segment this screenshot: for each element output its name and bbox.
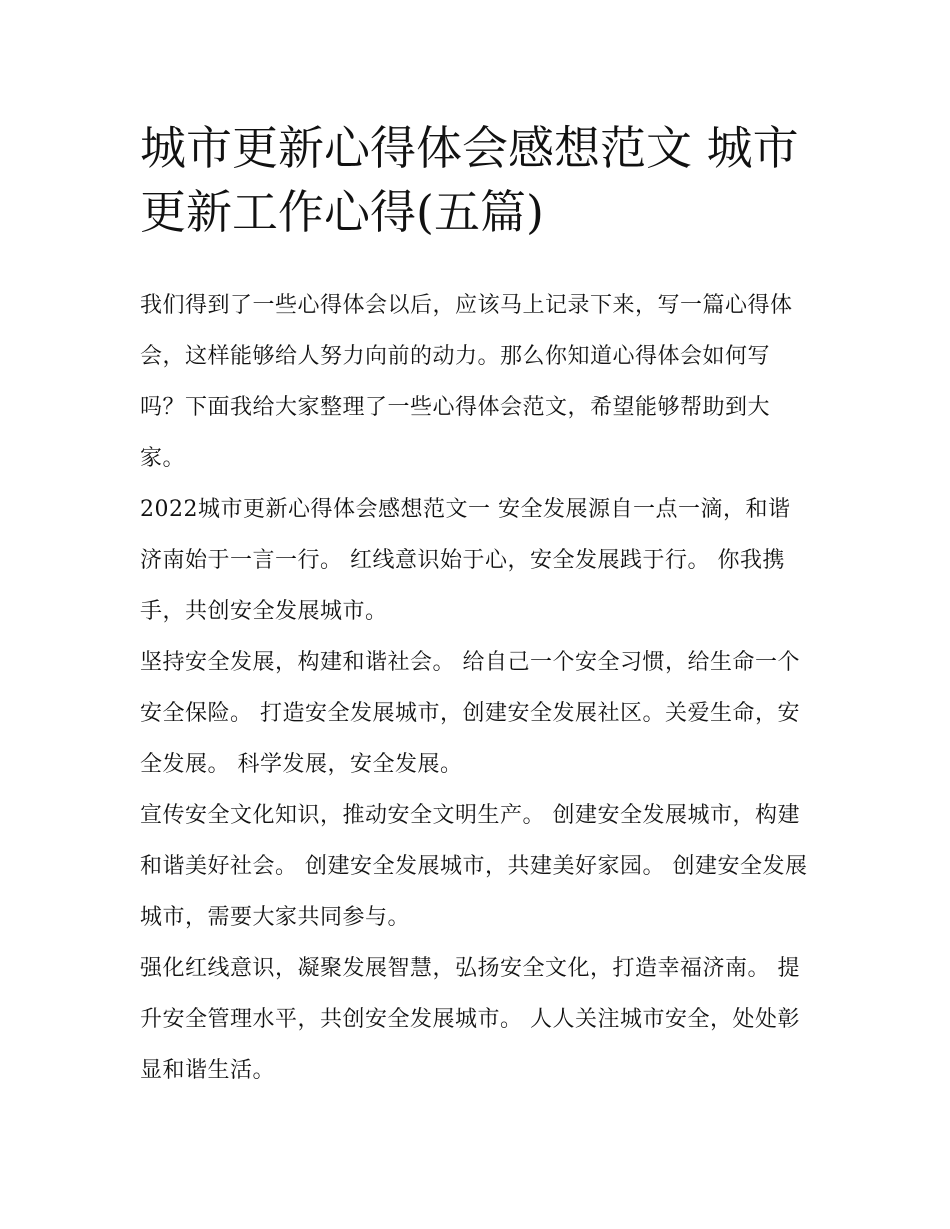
- paragraph-intro: 我们得到了一些心得体会以后，应该马上记录下来，写一篇心得体会，这样能够给人努力向前的动力。那么你知道心得体会如何写吗？下面我给大家整理了一些心得体会范文，希望能够帮助到大家。: [140, 293, 793, 471]
- paragraph-slogans-3: 强化红线意识，凝聚发展智慧，弘扬安全文化，打造幸福济南。 提升安全管理水平，共创安全发展城市。 人人关注城市安全，处处彰显和谐生活。: [140, 956, 800, 1083]
- document-title: 城市更新心得体会感想范文 城市更新工作心得(五篇): [140, 121, 799, 239]
- paragraph-slogans-2: 宣传安全文化知识，推动安全文明生产。 创建安全发展城市，构建和谐美好社会。 创建安全发展城市，共建美好家园。 创建安全发展城市，需要大家共同参与。: [140, 803, 808, 930]
- paragraph-slogans-1: 坚持安全发展，构建和谐社会。 给自己一个安全习惯，给生命一个安全保险。 打造安全发展城市，创建安全发展社区。关爱生命，安全发展。 科学发展，安全发展。: [140, 650, 800, 777]
- document-body: [140, 280, 812, 1096]
- paragraph-essay-one: 2022城市更新心得体会感想范文一 安全发展源自一点一滴，和谐济南始于一言一行。 红线意识始于心，安全发展践于行。 你我携手，共创安全发展城市。: [140, 497, 791, 624]
